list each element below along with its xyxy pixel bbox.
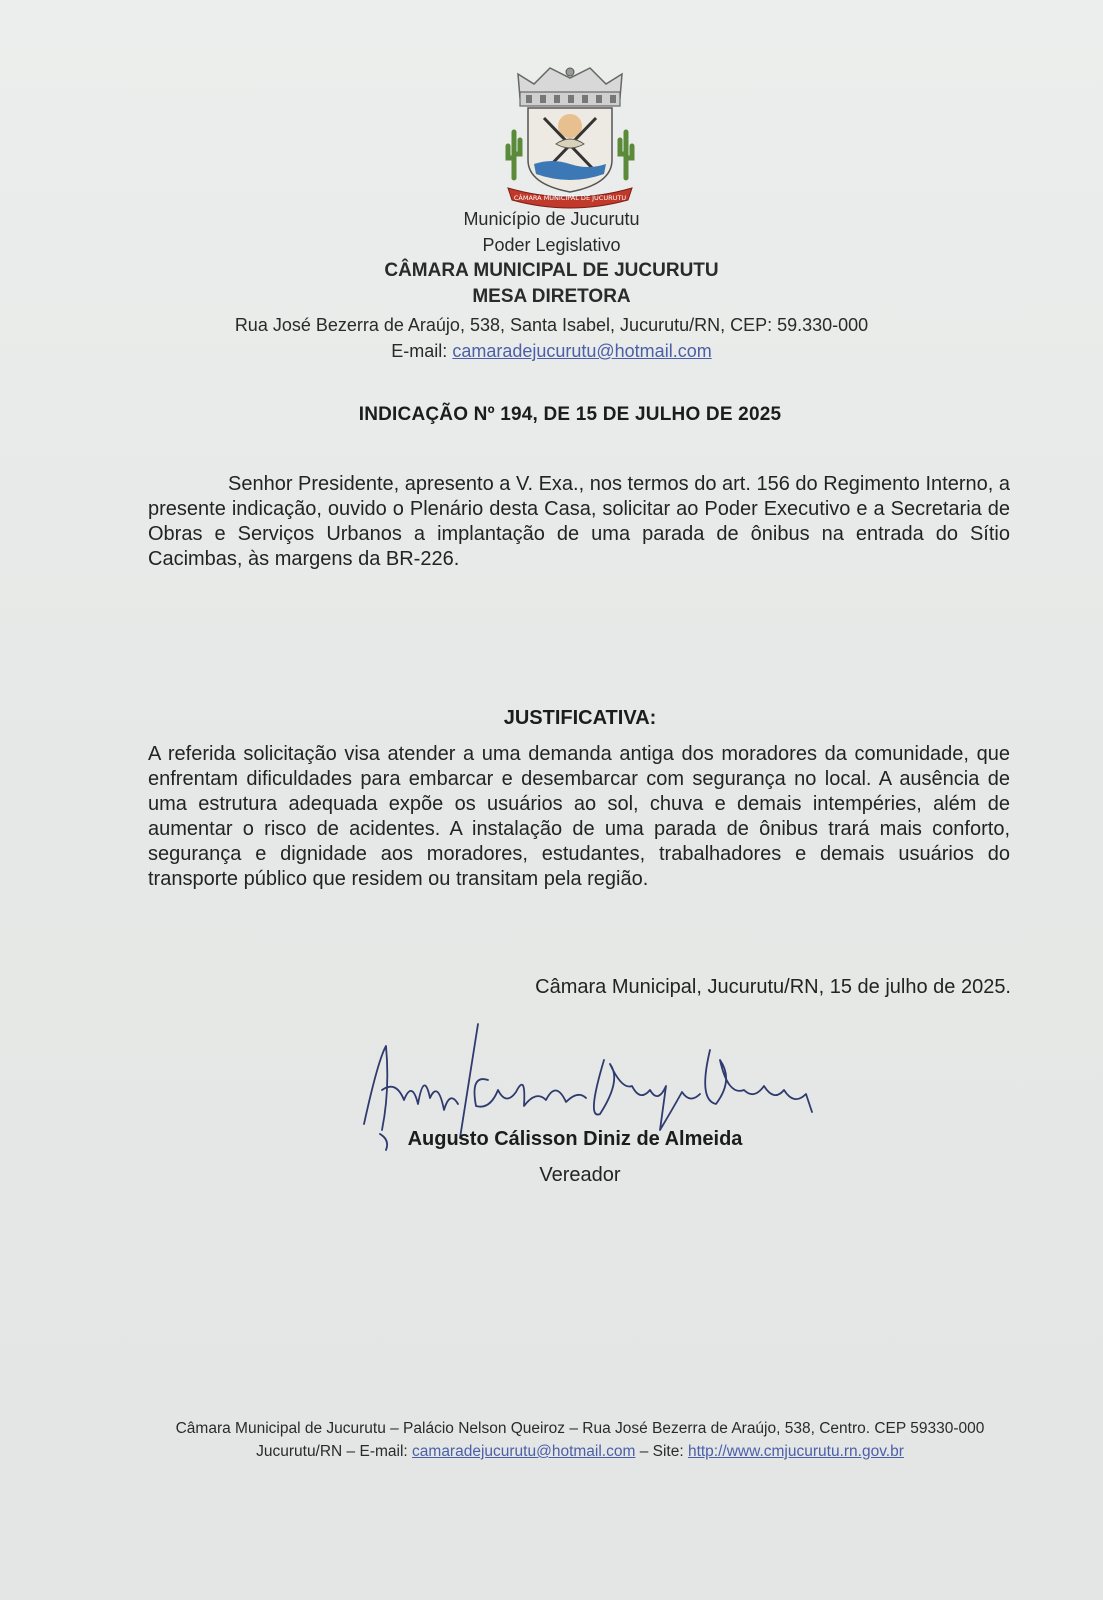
municipal-crest-icon	[500, 60, 640, 210]
signer-role: Vereador	[539, 1164, 621, 1186]
footer-email-label: Jucurutu/RN – E-mail:	[256, 1443, 413, 1460]
header-legislative-power: Poder Legislativo	[482, 235, 621, 255]
signature-text: Augusto Cálisson Diniz de Almeida	[360, 1020, 376, 1021]
crest-ribbon-text: CÂMARA MUNICIPAL DE JUCURUTU	[513, 194, 627, 202]
header-address: Rua José Bezerra de Araújo, 538, Santa Isabel, Jucurutu/RN, CEP: 59.330-000	[234, 315, 869, 335]
footer-email-link[interactable]: camaradejucurutu@hotmail.com	[412, 1443, 636, 1460]
body-paragraph-justification: A referida solicitação visa atender a uma demanda antiga dos moradores da comunidade, que enfrentam dificuldades para embarcar e desembarcar com segurança no local. A ausência de uma estrutura adequada expõe os usuários ao sol, chuva e demais intempéries, além de aumentar o risco de acidentes. A instalação de uma parada de ônibus trará mais conforto, segurança e dignidade aos moradores, estudantes, trabalhadores e demais usuários do transporte público que residem ou transitam pela região.	[148, 743, 1010, 890]
signer-name: Augusto Cálisson Diniz de Almeida	[407, 1128, 743, 1150]
footer-contact-line	[0, 1441, 1103, 1463]
closing-date-line: Câmara Municipal, Jucurutu/RN, 15 de julho de 2025.	[535, 976, 1011, 998]
justification-heading: JUSTIFICATIVA:	[503, 707, 657, 729]
header-email-label: E-mail:	[391, 341, 453, 361]
footer-address: Câmara Municipal de Jucurutu – Palácio Nelson Queiroz – Rua José Bezerra de Araújo, 538, Centro. CEP 59330-000	[175, 1420, 985, 1437]
header-board: MESA DIRETORA	[472, 286, 631, 307]
header-chamber-name: CÂMARA MUNICIPAL DE JUCURUTU	[384, 260, 719, 281]
header-email-line	[0, 340, 1103, 362]
header-municipality: Município de Jucurutu	[463, 209, 640, 229]
header-email-link[interactable]: camaradejucurutu@hotmail.com	[452, 341, 712, 361]
footer-site-link[interactable]: http://www.cmjucurutu.rn.gov.br	[687, 1443, 904, 1460]
body-paragraph-request: Senhor Presidente, apresento a V. Exa., nos termos do art. 156 do Regimento Interno, a presente indicação, ouvido o Plenário desta Casa, solicitar ao Poder Executivo e a Secretaria de Obras e Serviços Urbanos a implantação de uma parada de ônibus na entrada do Sítio Cacimbas, às margens da BR-226.	[148, 473, 1010, 570]
footer-site-label: – Site:	[635, 1443, 688, 1460]
document-title: INDICAÇÃO Nº 194, DE 15 DE JULHO DE 2025	[358, 404, 782, 425]
